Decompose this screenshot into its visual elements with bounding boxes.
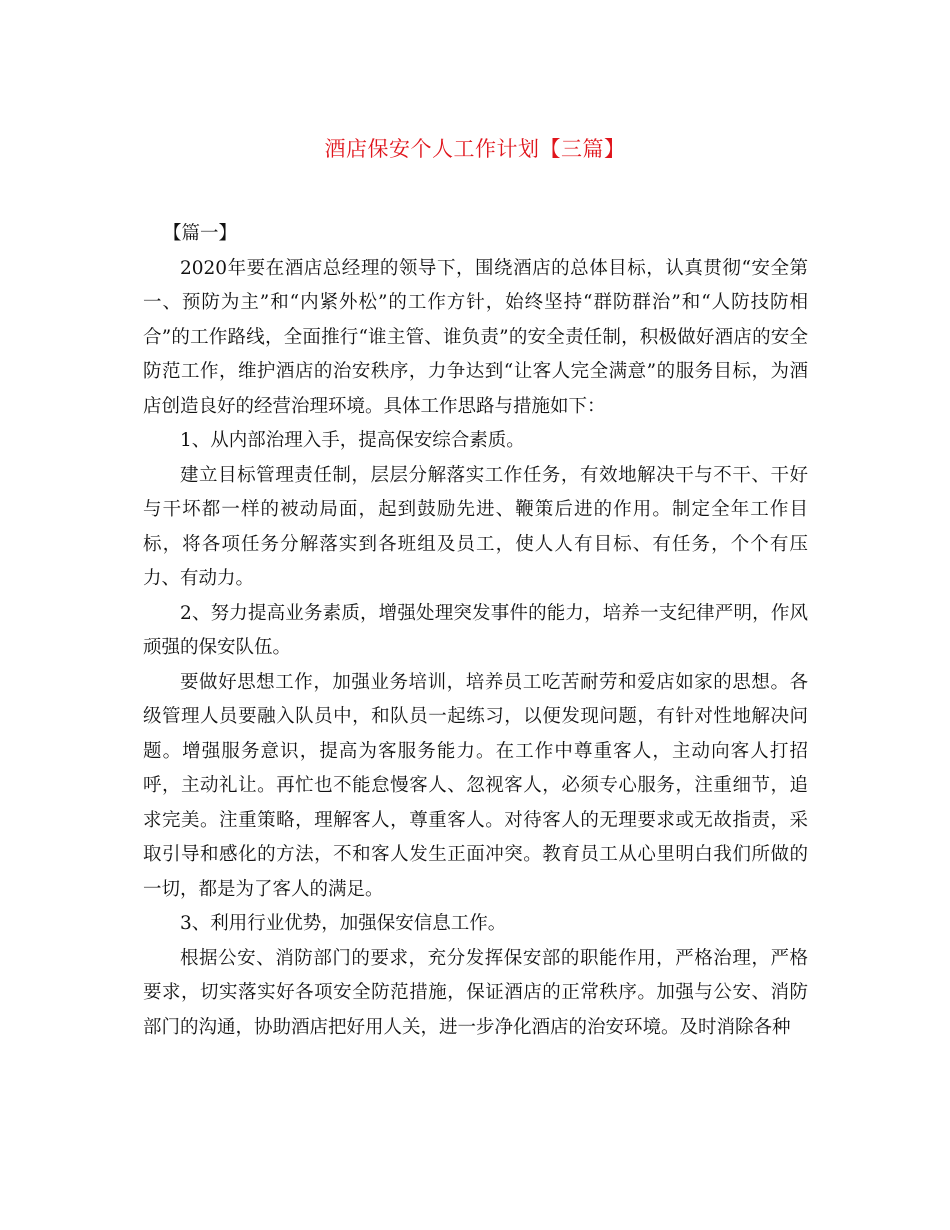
document-body — [143, 217, 808, 1045]
section-heading: 【篇一】 — [163, 223, 238, 244]
paragraph-intro: 2020年要在酒店总经理的领导下，围绕酒店的总体目标，认真贯彻“安全第一、预防为主”和“内紧外松”的工作方针，始终坚持“群防群治”和“人防技防相合”的工作路线，全面推行“谁主管、谁负责”的安全责任制，积极做好酒店的安全防范工作，维护酒店的治安秩序，力争达到“让客人完全满意”的服务目标，为酒店创造良好的经营治理环境。具体工作思路与措施如下： — [143, 257, 808, 417]
item-heading-3: 3、利用行业优势，加强保安信息工作。 — [180, 913, 507, 934]
document-title: 酒店保安个人工作计划【三篇】 — [324, 137, 626, 161]
paragraph-item-2: 要做好思想工作，加强业务培训，培养员工吃苦耐劳和爱店如家的思想。各级管理人员要融入队员中，和队员一起练习，以便发现问题，有针对性地解决问题。增强服务意识，提高为客服务能力。在工作中尊重客人，主动向客人打招呼，主动礼让。再忙也不能怠慢客人、忽视客人，必须专心服务，注重细节，追求完美。注重策略，理解客人，尊重客人。对待客人的无理要求或无故指责，采取引导和感化的方法，不和客人发生正面冲突。教育员工从心里明白我们所做的一切，都是为了客人的满足。 — [143, 671, 808, 900]
item-heading-1: 1、从内部治理入手，提高保安综合素质。 — [180, 430, 525, 451]
paragraph-item-3: 根据公安、消防部门的要求，充分发挥保安部的职能作用，严格治理，严格要求，切实落实好各项安全防范措施，保证酒店的正常秩序。加强与公安、消防部门的沟通，协助酒店把好用人关，进一步净化酒店的治安环境。及时消除各种 — [143, 947, 808, 1038]
item-heading-2: 2、努力提高业务素质，增强处理突发事件的能力，培养一支纪律严明，作风顽强的保安队伍。 — [143, 602, 808, 658]
paragraph-item-1: 建立目标管理责任制，层层分解落实工作任务，有效地解决干与不干、干好与干坏都一样的被动局面，起到鼓励先进、鞭策后进的作用。制定全年工作目标，将各项任务分解落实到各班组及员工，使人人有目标、有任务，个个有压力、有动力。 — [143, 464, 808, 589]
